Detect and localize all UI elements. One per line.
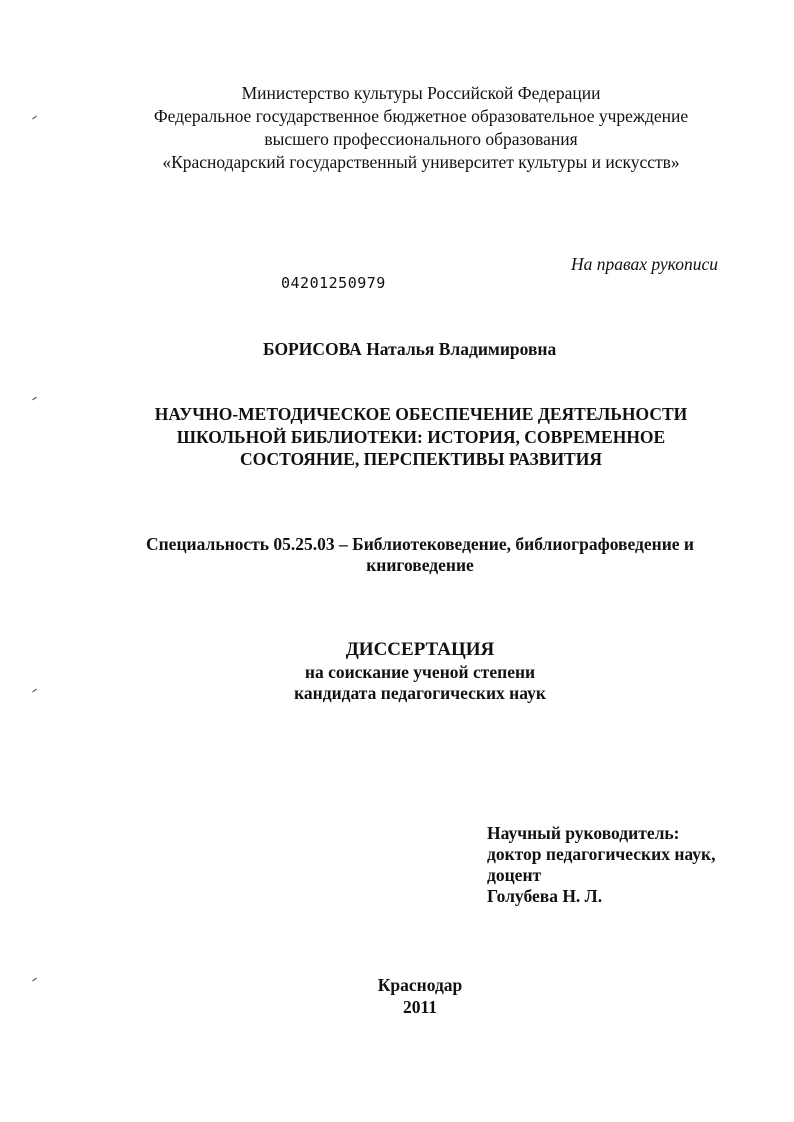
catalog-stamp-number: 04201250979 xyxy=(281,274,386,292)
scan-mark xyxy=(32,397,37,401)
supervisor-degree: доктор педагогических наук, xyxy=(487,844,716,864)
header-line: Министерство культуры Российской Федерации xyxy=(241,83,601,103)
dissertation-block xyxy=(0,638,794,704)
header-line: Федеральное государственное бюджетное образовательное учреждение xyxy=(153,106,689,126)
title-line: СОСТОЯНИЕ, ПЕРСПЕКТИВЫ РАЗВИТИЯ xyxy=(240,449,602,469)
author-name: БОРИСОВА Наталья Владимировна xyxy=(263,339,557,359)
dissertation-title xyxy=(0,403,794,471)
place-and-year xyxy=(0,974,794,1018)
supervisor-block xyxy=(487,823,715,907)
city: Краснодар xyxy=(377,975,463,995)
specialty-line: книговедение xyxy=(366,555,474,575)
title-line: НАУЧНО-МЕТОДИЧЕСКОЕ ОБЕСПЕЧЕНИЕ ДЕЯТЕЛЬНОСТИ xyxy=(154,404,688,424)
header-line: высшего профессионального образования xyxy=(264,129,578,149)
specialty-block xyxy=(0,534,794,576)
supervisor-rank: доцент xyxy=(487,865,542,885)
institution-header xyxy=(0,82,794,174)
specialty-line: Специальность 05.25.03 – Библиотековедение, библиографоведение и xyxy=(145,534,695,554)
dissertation-heading: ДИССЕРТАЦИЯ xyxy=(345,639,495,660)
degree-line: на соискание ученой степени xyxy=(304,662,536,682)
supervisor-name: Голубева Н. Л. xyxy=(487,886,603,906)
manuscript-rights-note: На правах рукописи xyxy=(571,254,718,274)
header-line: «Краснодарский государственный университет культуры и искусств» xyxy=(162,152,680,172)
degree-line: кандидата педагогических наук xyxy=(294,683,546,703)
title-line: ШКОЛЬНОЙ БИБЛИОТЕКИ: ИСТОРИЯ, СОВРЕМЕННОЕ xyxy=(176,426,666,447)
supervisor-label: Научный руководитель: xyxy=(487,823,680,843)
year: 2011 xyxy=(402,997,438,1017)
